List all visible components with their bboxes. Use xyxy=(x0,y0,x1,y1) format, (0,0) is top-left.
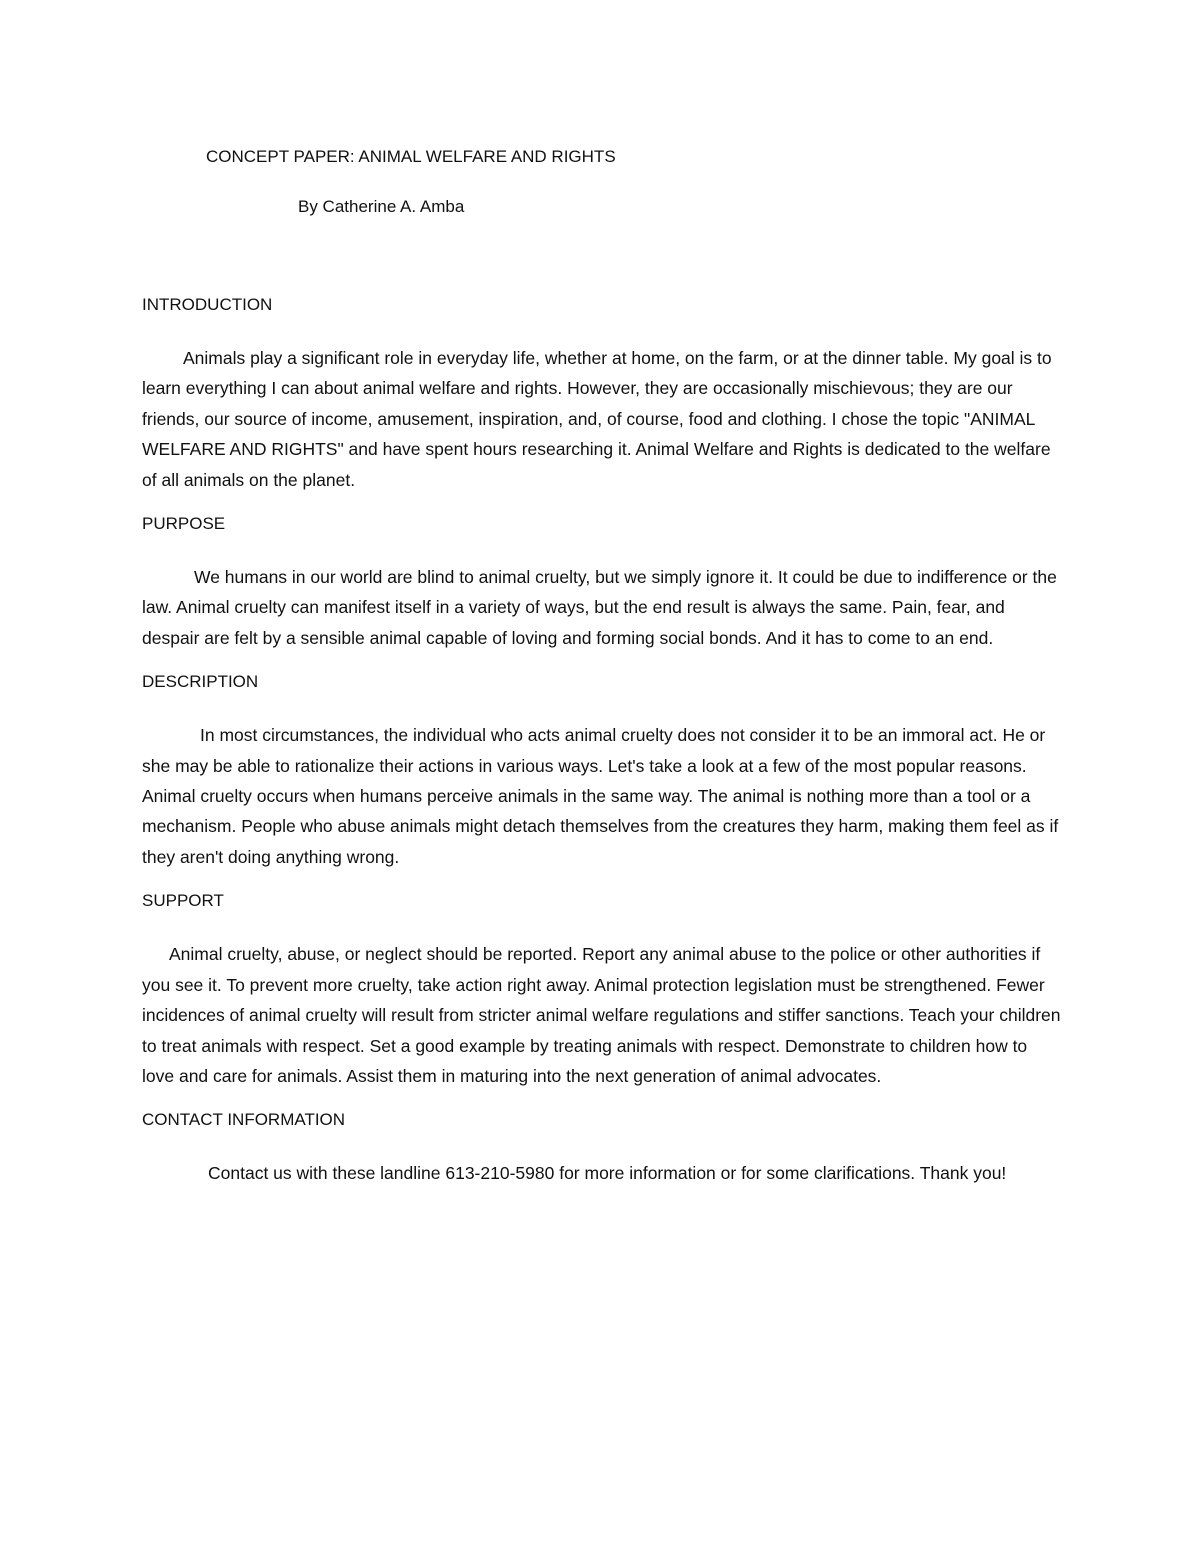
spacer xyxy=(142,872,1062,890)
section-heading-support: SUPPORT xyxy=(142,891,224,911)
section-heading-purpose: PURPOSE xyxy=(142,514,226,534)
spacer xyxy=(142,495,1062,513)
document-title: CONCEPT PAPER: ANIMAL WELFARE AND RIGHTS xyxy=(206,147,616,166)
section-heading-contact-information: CONTACT INFORMATION xyxy=(142,1110,346,1130)
spacer xyxy=(142,1131,1062,1158)
section-purpose xyxy=(142,513,1062,671)
document-body xyxy=(142,294,1062,1189)
section-text-introduction: Animals play a significant role in everyday life, whether at home, on the farm, or at the dinner table. My goal is to learn everything I can about animal welfare and rights. However, they are occasionally mischievous; they are our friends, our source of income, amusement, inspiration, and, of course, food and clothing. I chose the topic "ANIMAL WELFARE AND RIGHTS" and have spent hours researching it. Animal Welfare and Rights is dedicated to the welfare of all animals on the planet. xyxy=(142,348,1052,490)
section-text-support: Animal cruelty, abuse, or neglect should be reported. Report any animal abuse to the police or other authorities if you see it. To prevent more cruelty, take action right away. Animal protection legislation must be strengthened. Fewer incidences of animal cruelty will result from stricter animal welfare regulations and stiffer sanctions. Teach your children to treat animals with respect. Set a good example by treating animals with respect. Demonstrate to children how to love and care for animals. Assist them in maturing into the next generation of animal advocates. xyxy=(142,944,1061,1086)
section-support xyxy=(142,890,1062,1109)
section-heading-description: DESCRIPTION xyxy=(142,672,259,692)
section-contact-information xyxy=(142,1109,1062,1188)
spacer xyxy=(142,653,1062,671)
spacer xyxy=(142,316,1062,343)
spacer xyxy=(142,1091,1062,1109)
spacer xyxy=(142,693,1062,720)
section-introduction xyxy=(142,294,1062,513)
section-text-contact-information: Contact us with these landline 613-210-5980 for more information or for some clarifications. Thank you! xyxy=(208,1163,1007,1184)
section-heading-introduction: INTRODUCTION xyxy=(142,295,273,314)
section-description xyxy=(142,671,1062,890)
section-text-description: In most circumstances, the individual who acts animal cruelty does not consider it to be an immoral act. He or she may be able to rationalize their actions in various ways. Let's take a look at a few of the most popular reasons. Animal cruelty occurs when humans perceive animals in the same way. The animal is nothing more than a tool or a mechanism. People who abuse animals might detach themselves from the creatures they harm, making them feel as if they aren't doing anything wrong. xyxy=(142,725,1059,867)
section-text-purpose: We humans in our world are blind to animal cruelty, but we simply ignore it. It could be due to indifference or the law. Animal cruelty can manifest itself in a variety of ways, but the end result is always the same. Pain, fear, and despair are felt by a sensible animal capable of loving and forming social bonds. And it has to come to an end. xyxy=(142,567,1057,648)
document-author: By Catherine A. Amba xyxy=(298,197,465,216)
spacer xyxy=(142,912,1062,939)
spacer xyxy=(142,535,1062,562)
